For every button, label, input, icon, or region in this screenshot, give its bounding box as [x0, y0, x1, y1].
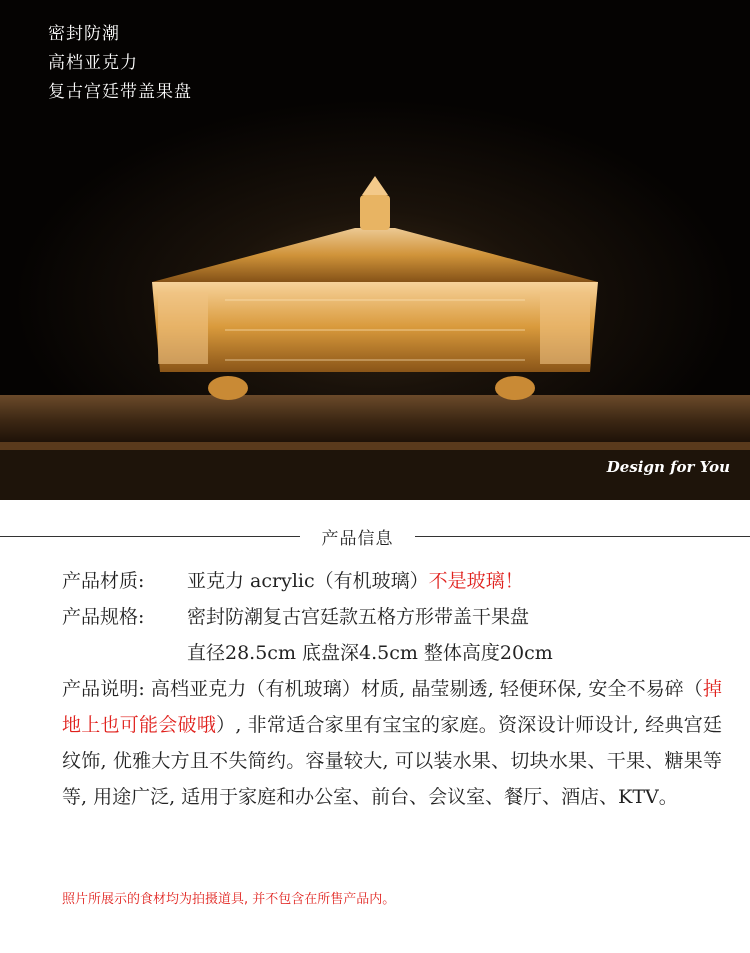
material-label: 产品材质: — [62, 570, 145, 592]
brand-signature: Design for You — [606, 458, 730, 476]
desc-highlight: 掉地上也可能会破哦 — [62, 678, 722, 736]
description — [62, 671, 722, 815]
hero-line-3: 复古宫廷带盖果盘 — [48, 82, 192, 102]
spec-row — [62, 599, 722, 635]
product-info — [62, 563, 722, 815]
hero-tagline — [48, 20, 192, 107]
spec-label: 产品规格: — [62, 606, 145, 628]
desc-text-1: 高档亚克力（有机玻璃）材质, 晶莹剔透, 轻便环保, 安全不易碎（ — [150, 678, 703, 700]
photo-disclaimer: 照片所展示的食材均为拍摄道具, 并不包含在所售产品内。 — [62, 892, 396, 907]
desc-label: 产品说明: — [62, 678, 145, 700]
hero-line-2: 高档亚克力 — [48, 53, 138, 73]
desc-text-2: ）, 非常适合家里有宝宝的家庭。资深设计师设计, 经典宫廷纹饰, 优雅大方且不失简约。容量较大, 可以装水果、切块水果、干果、糖果等等, 用途广泛, 适用于家庭和办公室、前台、会议室、餐厅、酒店、KTV。 — [62, 714, 722, 808]
hero-line-1: 密封防潮 — [48, 24, 120, 44]
section-title: 产品信息 — [321, 529, 394, 549]
divider-left — [0, 536, 300, 537]
material-warning: 不是玻璃！ — [428, 570, 524, 592]
spec-value: 密封防潮复古宫廷款五格方形带盖干果盘 — [187, 606, 530, 628]
material-value: 亚克力 acrylic（有机玻璃） — [187, 570, 429, 592]
material-row — [62, 563, 722, 599]
section-header — [0, 518, 750, 554]
divider-right — [415, 536, 750, 537]
spec-dimensions: 直径28.5cm 底盘深4.5cm 整体高度20cm — [187, 642, 553, 664]
